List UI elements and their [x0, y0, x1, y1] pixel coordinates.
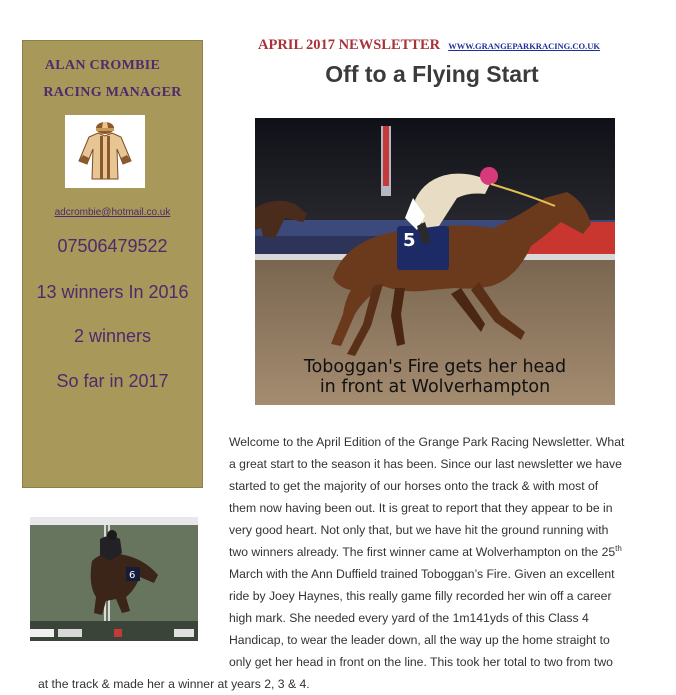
- saddle-number: 5: [403, 230, 416, 251]
- jockey-silks-icon: [65, 115, 145, 188]
- body-text-span: two winners already. The first winner came at Wolverhampton on the 25: [229, 545, 616, 559]
- body-text-line: at the track & made her a winner at years 2, 3 & 4.: [38, 677, 310, 691]
- photo-caption-line1: Toboggan's Fire gets her head: [303, 357, 567, 377]
- body-text-line: high mark. She needed every yard of the 1m141yds of this Class 4: [229, 611, 589, 625]
- body-text-line: very good heart. Not only that, but we have hit the ground running with: [229, 523, 609, 537]
- body-text-line: Handicap, to wear the leader down, all the way up the home straight to: [229, 633, 610, 647]
- body-text-line: them now having been out. It is great to report that they appear to be in: [229, 501, 613, 515]
- photo-finish-illustration: [30, 517, 198, 641]
- body-text-line: started to get the majority of our horses onto the track & with most of: [229, 479, 599, 493]
- winners-count-2017: 2 winners: [73, 326, 152, 346]
- photo-caption-line2: in front at Wolverhampton: [319, 377, 551, 397]
- website-link[interactable]: WWW.GRANGEPARKRACING.CO.UK: [448, 41, 601, 51]
- race-photo: [255, 118, 615, 405]
- body-text-line: only get her head in front on the line. This took her total to two from two: [229, 655, 613, 669]
- manager-name: ALAN CROMBIE: [44, 58, 161, 73]
- body-text-line: March with the Ann Duffield trained Toboggan’s Fire. Given an excellent: [229, 567, 615, 581]
- contact-sidebar: [22, 40, 203, 488]
- body-text-line: [229, 544, 622, 560]
- newsletter-title: APRIL 2017 NEWSLETTER: [258, 37, 441, 53]
- finish-line-photo: [30, 517, 198, 641]
- phone-number: 07506479522: [57, 236, 168, 256]
- newsletter-header: [258, 34, 600, 54]
- body-text-line: a great start to the season it has been. Since our last newsletter we have: [229, 457, 622, 471]
- body-text-line: ride by Joey Haynes, this really game filly recorded her win off a career: [229, 589, 612, 603]
- so-far-2017: So far in 2017: [56, 371, 169, 391]
- winners-2016: 13 winners In 2016: [36, 282, 189, 302]
- small-saddle-number: 6: [129, 570, 136, 581]
- page-title: Off to a Flying Start: [325, 61, 539, 87]
- body-text-line: Welcome to the April Edition of the Grange Park Racing Newsletter. What: [229, 435, 625, 449]
- superscript: th: [615, 543, 622, 553]
- manager-title: RACING MANAGER: [43, 85, 182, 100]
- jockey-silks-image: [65, 115, 145, 188]
- email-link[interactable]: adcrombie@hotmail.co.uk: [54, 207, 171, 218]
